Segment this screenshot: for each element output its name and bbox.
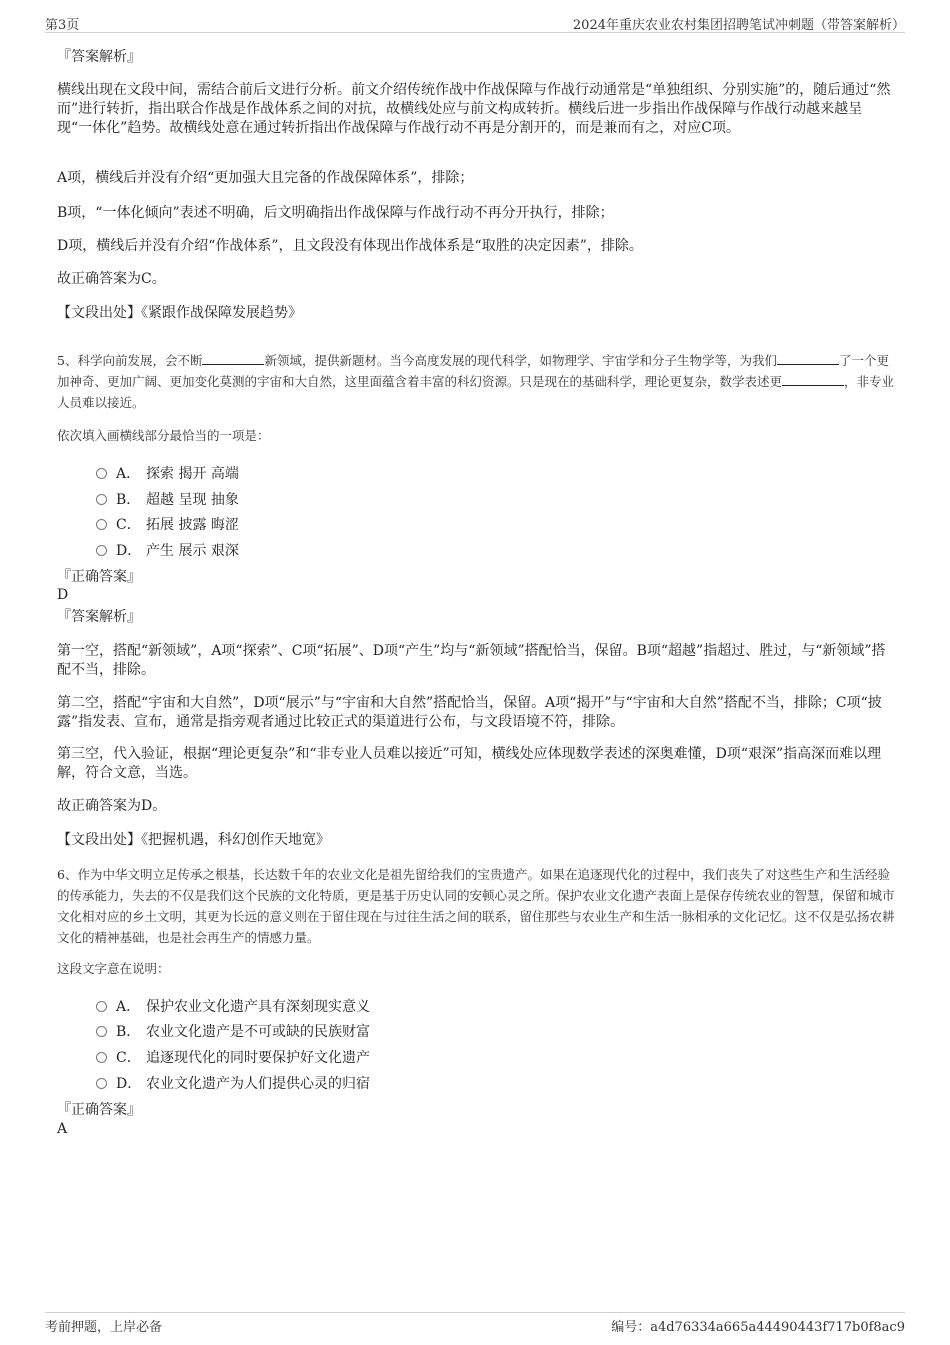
q5-source: 【文段出处】《把握机遇，科幻创作天地宽》 bbox=[57, 832, 330, 848]
q5-analysis-title: 『答案解析』 bbox=[57, 609, 141, 625]
q4-conclusion: 故正确答案为C。 bbox=[57, 271, 166, 287]
radio-icon[interactable] bbox=[96, 468, 107, 479]
q5-answer: D bbox=[57, 587, 69, 603]
q6-prompt: 这段文字意在说明： bbox=[57, 961, 170, 976]
radio-icon[interactable] bbox=[96, 519, 107, 530]
radio-icon[interactable] bbox=[96, 1026, 107, 1037]
q5-conclusion: 故正确答案为D。 bbox=[57, 798, 167, 814]
q4-analysis-option-a: A项，横线后并没有介绍“更加强大且完备的作战保障体系”，排除； bbox=[57, 170, 474, 186]
q5-stem: 5、科学向前发展，会不断 新领域，提供新题材。当今高度发展的现代科学，如物理学、宇宙学和分子生物学等，为我们 了一个更加神奇、更加广阔、更加变化莫测的宇宙和大自然，这里面蕴含着丰富的科幻资源。只是现在的基础科学，理论更复杂，数学表述更 ，非专业人员难以接近。 bbox=[57, 353, 895, 410]
radio-icon[interactable] bbox=[96, 1052, 107, 1063]
fill-blank-3 bbox=[782, 374, 844, 386]
q6-answer: A bbox=[57, 1121, 68, 1137]
q5-analysis-2: 第二空，搭配“宇宙和大自然”，D项“展示”与“宇宙和大自然”搭配恰当，保留。A项“揭开”与“宇宙和大自然”搭配不当，排除；C项“披露”指发表、宣布，通常是指旁观者通过比较正式的渠道进行公布，与文段语境不符，排除。 bbox=[57, 695, 882, 730]
q6-option-c[interactable]: C． 追逐现代化的同时要保护好文化遗产 bbox=[96, 1047, 370, 1067]
document-code: 编号：a4d76334a665a44490443f717b0f8ac9 bbox=[611, 1320, 905, 1335]
q6-stem: 6、作为中华文明立足传承之根基，长达数千年的农业文化是祖先留给我们的宝贵遗产。如果在追逐现代化的过程中，我们丧失了对这些生产和生活经验的传承能力，失去的不仅是我们这个民族的文化特质，更是基于历史认同的安顿心灵之所。保护农业文化遗产表面上是保存传统农业的智慧，保留和城市文化相对应的乡土文明，其更为长远的意义则在于留住现在与过往生活之间的联系，留住那些与农业生产和生活一脉相承的文化记忆。这不仅是弘扬农耕文化的精神基础，也是社会再生产的情感力量。 bbox=[57, 867, 895, 945]
page-header bbox=[45, 14, 905, 33]
q4-analysis-paragraph: 横线出现在文段中间，需结合前后文进行分析。前文介绍传统作战中作战保障与作战行动通常是“单独组织、分别实施”的，随后通过“然而”进行转折，指出联合作战是作战体系之间的对抗，故横线处应与前文构成转折。横线后进一步指出作战保障与作战行动越来越呈现“一体化”趋势。故横线处意在通过转折指出作战保障与作战行动不再是分割开的，而是兼而有之，对应C项。 bbox=[57, 82, 891, 136]
q5-prompt: 依次填入画横线部分最恰当的一项是： bbox=[57, 428, 270, 443]
q4-analysis-option-b: B项，“一体化倾向”表述不明确，后文明确指出作战保障与作战行动不再分开执行，排除； bbox=[57, 205, 614, 221]
page-number: 第3页 bbox=[45, 18, 80, 33]
q5-option-c[interactable]: C． 拓展 披露 晦涩 bbox=[96, 514, 239, 534]
q5-analysis-3: 第三空，代入验证，根据“理论更复杂”和“非专业人员难以接近”可知，横线处应体现数学表述的深奥难懂，D项“艰深”指高深而难以理解，符合文意，当选。 bbox=[57, 746, 882, 781]
q5-option-d[interactable]: D． 产生 展示 艰深 bbox=[96, 540, 239, 560]
q5-option-b[interactable]: B． 超越 呈现 抽象 bbox=[96, 489, 239, 509]
page-footer bbox=[45, 1312, 905, 1337]
footer-slogan: 考前押题，上岸必备 bbox=[45, 1320, 163, 1335]
q5-option-a[interactable]: A． 探索 揭开 高端 bbox=[96, 463, 239, 483]
q4-source: 【文段出处】《紧跟作战保障发展趋势》 bbox=[57, 305, 302, 321]
q6-option-a[interactable]: A． 保护农业文化遗产具有深刻现实意义 bbox=[96, 996, 370, 1016]
q4-analysis-title: 『答案解析』 bbox=[57, 49, 141, 65]
radio-icon[interactable] bbox=[96, 494, 107, 505]
fill-blank-1 bbox=[202, 353, 264, 365]
q5-answer-title: 『正确答案』 bbox=[57, 569, 141, 585]
radio-icon[interactable] bbox=[96, 1078, 107, 1089]
q5-analysis-1: 第一空，搭配“新领域”，A项“探索”、C项“拓展”、D项“产生”均与“新领域”搭配恰当，保留。B项“超越”指超过、胜过，与“新领域”搭配不当，排除。 bbox=[57, 643, 886, 678]
q6-option-d[interactable]: D． 农业文化遗产为人们提供心灵的归宿 bbox=[96, 1073, 370, 1093]
q6-option-b[interactable]: B． 农业文化遗产是不可或缺的民族财富 bbox=[96, 1021, 370, 1041]
q6-answer-title: 『正确答案』 bbox=[57, 1102, 141, 1118]
q4-analysis-option-d: D项，横线后并没有介绍“作战体系”，且文段没有体现出作战体系是“取胜的决定因素”，排除。 bbox=[57, 238, 643, 254]
fill-blank-2 bbox=[777, 353, 839, 365]
document-title: 2024年重庆农业农村集团招聘笔试冲刺题（带答案解析） bbox=[572, 18, 905, 33]
radio-icon[interactable] bbox=[96, 1001, 107, 1012]
radio-icon[interactable] bbox=[96, 545, 107, 556]
